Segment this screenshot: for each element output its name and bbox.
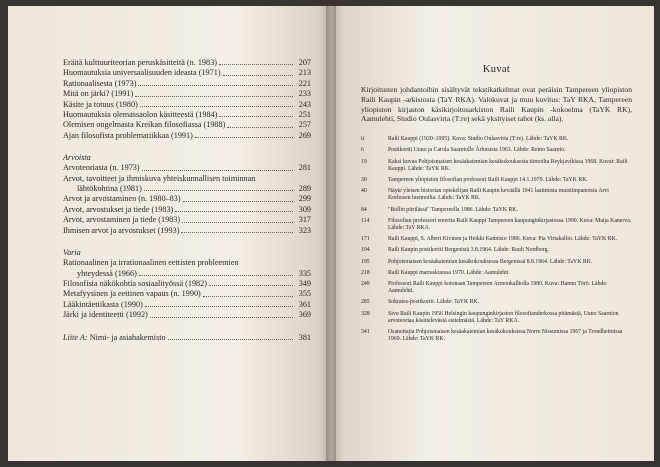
toc-entry-page: 269	[298, 130, 311, 140]
toc-entry-title: Lääkintäetiikasta (1990)	[63, 299, 143, 309]
toc-entry-page: 309	[298, 204, 311, 214]
toc-entry-page: 335	[298, 268, 311, 278]
picture-page-number: 171	[361, 236, 370, 243]
toc-leader-dots	[182, 222, 293, 223]
picture-page-number: 249	[361, 281, 370, 288]
picture-description: Kaksi kuvaa Pohjoismaisen kesäakatemian kesäkokouksesta tiimoilta Reykjavíkissa 1968. Kuvat: Raili Kauppi. Lähde: TaYK RK.	[388, 158, 628, 172]
picture-list-item	[361, 311, 632, 325]
appendix-page: 381	[298, 332, 311, 342]
right-page	[331, 6, 654, 461]
toc-entry	[63, 289, 311, 299]
picture-description: Raili Kauppi, S. Albert Kivinen ja Heikki Kannisto 1986. Kuva: Pia Virtakallio. Lähde: TaYK RK.	[388, 236, 618, 243]
toc-entry-title: Mitä on järki? (1991)	[63, 89, 134, 99]
toc-leader-dots	[142, 170, 293, 171]
picture-page-number: 40	[361, 188, 367, 195]
picture-description: Filosofian professori emerita Raili Kauppi Tampereen kaupunginkirjastossa 1990. Kuva: Maija Kanerva. Lähde: TaY RKA.	[388, 217, 632, 232]
page-title: Kuvat	[482, 64, 511, 75]
picture-page-number: ii	[361, 136, 365, 143]
toc-leader-dots	[144, 190, 293, 191]
toc-entry-title: Arvot, arvostaminen ja tiede (1983)	[63, 215, 181, 225]
toc-leader-dots	[203, 296, 293, 297]
picture-page-number: 114	[361, 217, 370, 224]
toc-entry	[63, 279, 311, 289]
toc-entry-page: 257	[298, 120, 311, 130]
toc-leader-dots	[181, 232, 293, 233]
toc-group-varia	[63, 248, 311, 320]
picture-page-number: 341	[361, 329, 370, 336]
toc-entry	[63, 100, 311, 110]
toc-leader-dots	[227, 127, 293, 128]
appendix-text	[63, 333, 166, 343]
picture-list-item	[361, 247, 632, 254]
toc-group-arvoista-rest	[63, 194, 311, 236]
toc-entry	[63, 120, 311, 130]
toc-entry-page: 243	[298, 99, 311, 109]
picture-list-item	[361, 136, 632, 143]
toc-entry-page: 233	[298, 89, 311, 99]
picture-list-item	[361, 188, 632, 202]
toc-entry	[63, 79, 311, 89]
toc-entry	[63, 110, 311, 120]
toc-entry-multiline	[63, 174, 311, 195]
toc-heading-arvoista: Arvoista	[63, 153, 91, 163]
toc-entry-title: Eräitä kulttuuriteorian peruskäsitteitä (n. 1983)	[63, 58, 217, 67]
picture-list-item	[361, 281, 632, 295]
toc-leader-dots	[140, 106, 293, 107]
toc-entry-title-line1: Arvot, tavoitteet ja ihmiskuva yhteiskunnallisen toiminnan	[63, 173, 256, 183]
picture-list-item	[361, 177, 632, 184]
toc-entry-multiline	[63, 258, 311, 279]
picture-description: Professori Raili Kauppi kotonaan Tampereen Armonkalliolla 1980. Kuva: Hannu Törö. Lähde: Aamulehti.	[388, 281, 608, 295]
toc-entry	[63, 131, 311, 141]
toc-entry-page: 251	[298, 110, 311, 120]
picture-description: Osanottajia Pohjoismaisen kesäakatemian kesäkokouksissa Norre Nissumissa 1967 ja Trondheimissa 1969. Lähde: TaYK RK.	[388, 329, 623, 343]
toc-entry-title-line2: yhteydessä (1966)	[77, 268, 137, 278]
toc-entry	[63, 89, 311, 99]
toc-entry-title: Arvot ja arvostaminen (n. 1980–83)	[63, 194, 181, 204]
toc-entry	[63, 184, 311, 194]
toc-entry-title: Metafyysinen ja eettinen vapaus (n. 1990)	[63, 289, 201, 299]
toc-entry-title: Filosofisia näkökohtia sosiaalityössä (1982)	[63, 278, 207, 288]
toc-entry-title: Rationaalisesta (1973)	[63, 78, 137, 88]
picture-description: Raili Kauppi marraskuussa 1970. Lähde: Aamulehti.	[388, 269, 510, 276]
left-page	[8, 6, 331, 461]
toc-group-varia-rest	[63, 279, 311, 321]
toc-entry-page: 299	[298, 194, 311, 204]
picture-page-number: 195	[361, 258, 370, 265]
toc-entry-title: Ajan filosofista problematiikkaa (1991)	[63, 130, 193, 140]
toc-entry-title-line2: lähtökohtina (1981)	[77, 184, 142, 194]
toc-leader-dots	[175, 211, 293, 212]
toc-entry-page: 317	[298, 215, 311, 225]
picture-list-item	[361, 236, 632, 243]
toc-entry-title: Käsite ja totuus (1980)	[63, 99, 138, 109]
picture-page-number: 328	[361, 310, 370, 317]
toc-entry	[63, 58, 311, 68]
toc-leader-dots	[150, 317, 293, 318]
picture-list-item	[361, 218, 632, 232]
picture-list-item	[361, 329, 632, 343]
toc-entry	[63, 300, 311, 310]
book-spread	[8, 6, 654, 461]
toc-leader-dots	[219, 116, 293, 117]
appendix-title: Nimi- ja asiahakemisto	[89, 332, 166, 342]
picture-page-number: 285	[361, 299, 370, 306]
toc-leader-dots	[223, 75, 293, 76]
picture-list-item	[361, 147, 632, 154]
toc-entry-page: 207	[298, 58, 311, 67]
picture-page-number: 84	[361, 206, 367, 213]
toc-entry-title: Olemisen ongelmasta Kreikan filosofiassa (1988)	[63, 120, 226, 130]
toc-entry-title: Ihmisen arvot ja arvostukset (1993)	[63, 225, 180, 235]
picture-page-number: 6	[361, 147, 364, 154]
toc-entry-title: Arvoteoriasta (n. 1973)	[63, 163, 140, 173]
toc-entry-title-line1: Rationaalinen ja irrationaalinen eettisten probleemien	[63, 258, 239, 268]
toc-entry-title: Huomautuksia olemassaolon käsitteestä (1984)	[63, 110, 218, 120]
picture-description: Postikortti Uuno ja Carola Saarniolle Århusista 1963. Lähde: Reino Saarnio.	[388, 147, 566, 154]
toc-entry-page: 355	[298, 289, 311, 299]
toc-appendix	[63, 333, 311, 343]
toc-leader-dots	[209, 285, 293, 286]
toc-entry-page: 221	[298, 78, 311, 88]
picture-page-number: 194	[361, 247, 370, 254]
appendix-label: Liite A:	[63, 332, 88, 342]
toc-entry-title: Huomautuksia universaalisuuden ideasta (1971)	[63, 68, 221, 78]
toc-entry-page: 289	[298, 184, 311, 194]
toc-entry	[63, 215, 311, 225]
picture-description: Raili Kauppi (1920–1995). Kuva: Studio Oulasvirta (T:re). Lähde: TaYK RK.	[388, 136, 569, 143]
toc-entry	[63, 310, 311, 320]
picture-description: Pohjoismaisen kesäakatemian kesäkokouksessa Bergenissä 8.8.1964. Lähde: TaYK RK.	[388, 258, 593, 265]
toc-entry	[63, 68, 311, 78]
toc-entry	[63, 163, 311, 173]
toc-entry-page: 361	[298, 299, 311, 309]
toc-entry-title: Arvot, arvostukset ja tiede (1983)	[63, 204, 174, 214]
toc-entry-page: 349	[298, 278, 311, 288]
toc-leader-dots	[145, 306, 293, 307]
picture-page-number: 218	[361, 269, 370, 276]
toc-leader-dots	[195, 137, 293, 138]
picture-list-item	[361, 259, 632, 266]
picture-description: Sokrates-postikortti. Lähde: TaYK RK.	[388, 299, 480, 306]
toc-group-1	[63, 58, 311, 141]
picture-page-number: 30	[361, 177, 367, 183]
toc-entry	[63, 269, 311, 279]
picture-page-number: 19	[361, 158, 367, 165]
toc-entry	[63, 226, 311, 236]
toc-entry-title: Järki ja identiteetti (1992)	[63, 310, 148, 320]
picture-list-item	[361, 299, 632, 306]
toc-leader-dots	[138, 85, 293, 86]
picture-description: Raili Kaupin postikortti Bergenistä 3.8.1964. Lähde: Rauli Nordberg.	[388, 247, 549, 254]
toc-entry-page: 369	[298, 310, 311, 320]
picture-description: Näyte yleisen historian opiskelijan Raili Kaupin keväällä 1941 laatimista muistiinpanoista Arvi Korhosen luennoilta. Lähde: TaYK RK.	[388, 188, 609, 202]
toc-group-arvoista	[63, 153, 311, 236]
picture-list-item	[361, 270, 632, 277]
toc-leader-dots	[183, 201, 293, 202]
picture-description: Sivu Raili Kaupin 1956 Helsingin kaupunginkirjaston filosofianderkossa pitämästä, Uuno Saarnion arvoteoriaa käsittelevästä esitelmästä. Lähde: TaY RKA.	[388, 310, 619, 324]
toc-leader-dots	[168, 339, 293, 340]
toc-entry-page: 213	[298, 68, 311, 78]
toc-entry	[63, 205, 311, 215]
picture-description: Tampereen yliopiston filosofian professori Raili Kauppi 14.1.1970. Lähde: TaYK RK.	[388, 177, 588, 183]
picture-list	[361, 136, 632, 343]
toc-leader-dots	[139, 275, 293, 276]
intro-paragraph: Kirjoitusten johdantoihin sisältyvät tekstikatkelmat ovat peräisin Tampereen yliopiston Raili Kaupin -arkistosta (TaY RKA). Valokuvat ja muu kuvitus: TaY RKA, Tampereen yliopiston kirjaston käsikirjoitusarkiston Raili Kaupin -kokoelma (TaYK RK), Aamulehti, Studio Oulasvirta (T:re) sekä yksityiset tahot (ks. alla).	[361, 85, 632, 124]
toc-entry-page: 281	[298, 163, 311, 173]
toc-leader-dots	[219, 64, 293, 65]
picture-list-item	[361, 159, 632, 173]
toc-entry-page: 323	[298, 225, 311, 235]
toc-entry	[63, 194, 311, 204]
picture-description: "Bollin piirilässä" Tampereella 1986. Lähde: TaYK RK.	[388, 206, 518, 213]
toc-leader-dots	[135, 96, 293, 97]
toc-heading-varia: Varia	[63, 248, 81, 258]
picture-list-item	[361, 207, 632, 214]
